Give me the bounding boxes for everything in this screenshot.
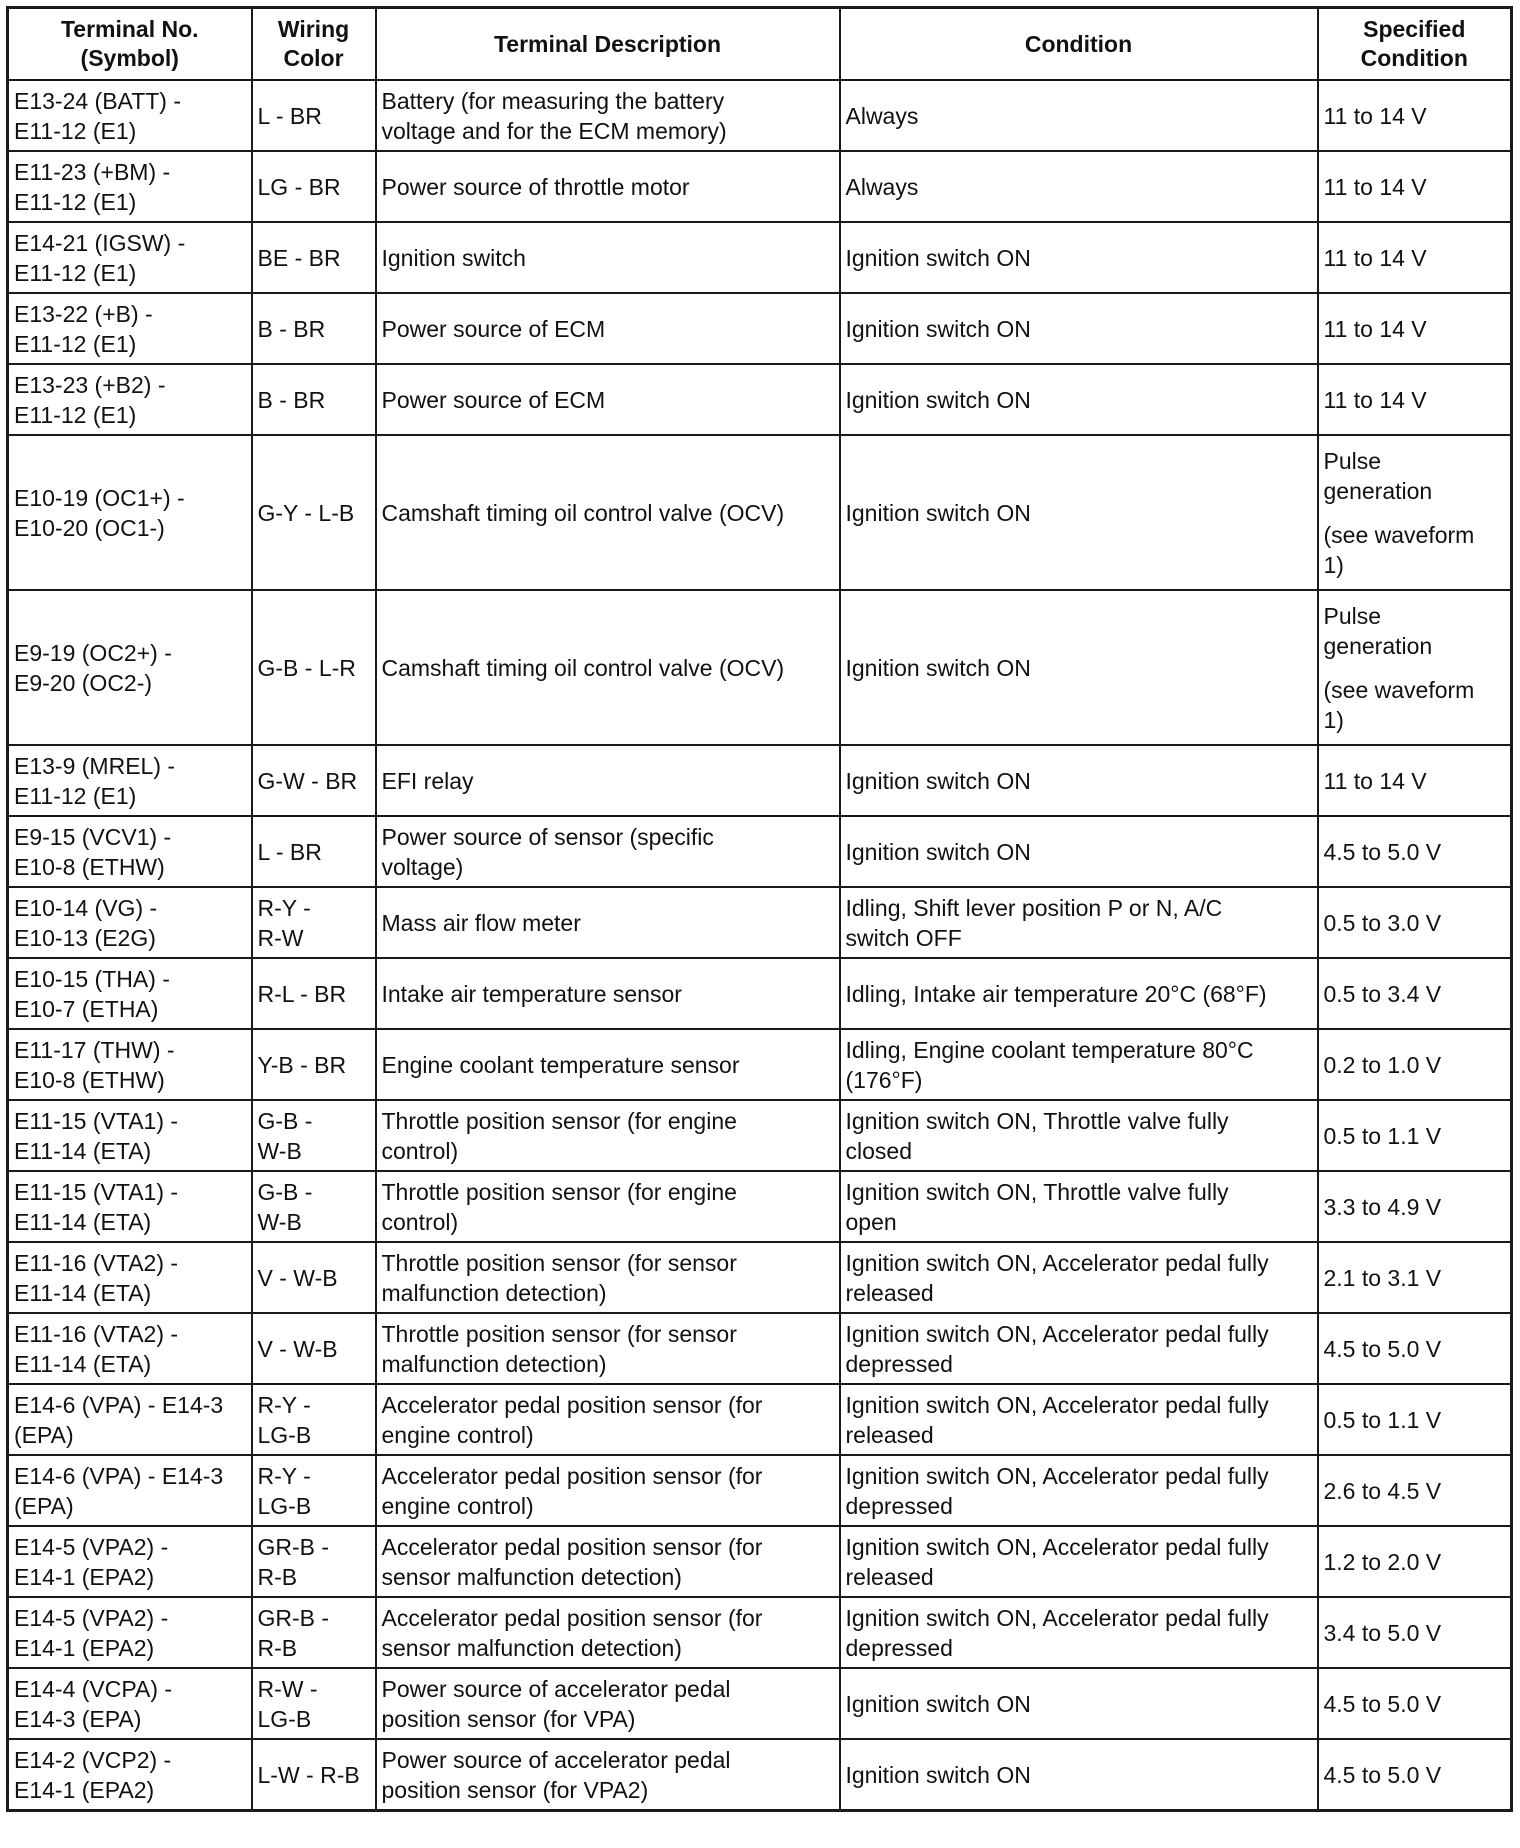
- description-cell: Camshaft timing oil control valve (OCV): [376, 435, 840, 590]
- wiring-color-cell: R-Y - R-W: [252, 887, 376, 958]
- terminal-cell: E11-23 (+BM) - E11-12 (E1): [8, 151, 252, 222]
- condition-cell: Idling, Engine coolant temperature 80°C (176°F): [840, 1029, 1318, 1100]
- specified-condition-text: 11 to 14 V: [1323, 386, 1427, 413]
- specified-condition-cell: [1318, 80, 1512, 151]
- terminal-cell: E10-14 (VG) - E10-13 (E2G): [8, 887, 252, 958]
- table-row: [8, 435, 1512, 590]
- specified-condition-text: 11 to 14 V: [1323, 102, 1427, 129]
- header-terminal-no: Terminal No. (Symbol): [8, 8, 252, 81]
- wiring-color-cell: V - W-B: [252, 1313, 376, 1384]
- description-cell: Throttle position sensor (for sensor malfunction detection): [376, 1313, 840, 1384]
- table-row: [8, 1455, 1512, 1526]
- specified-condition-text: 1.2 to 2.0 V: [1323, 1548, 1442, 1575]
- specified-condition-text: (see waveform 1): [1323, 676, 1475, 733]
- specified-condition-text: 4.5 to 5.0 V: [1323, 1761, 1442, 1788]
- specified-condition-text: 0.5 to 3.0 V: [1323, 909, 1442, 936]
- specified-condition-cell: [1318, 1313, 1512, 1384]
- wiring-color-cell: BE - BR: [252, 222, 376, 293]
- condition-cell: Ignition switch ON, Accelerator pedal fully depressed: [840, 1455, 1318, 1526]
- table-row: [8, 816, 1512, 887]
- description-cell: Accelerator pedal position sensor (for sensor malfunction detection): [376, 1526, 840, 1597]
- description-cell: Power source of throttle motor: [376, 151, 840, 222]
- description-cell: Power source of sensor (specific voltage): [376, 816, 840, 887]
- specified-condition-text: 11 to 14 V: [1323, 315, 1427, 342]
- terminal-cell: E11-15 (VTA1) - E11-14 (ETA): [8, 1171, 252, 1242]
- specified-condition-text: 0.5 to 1.1 V: [1323, 1406, 1442, 1433]
- specified-condition-cell: [1318, 364, 1512, 435]
- condition-cell: Ignition switch ON: [840, 816, 1318, 887]
- description-cell: Ignition switch: [376, 222, 840, 293]
- header-wiring-color: Wiring Color: [252, 8, 376, 81]
- specified-condition-cell: [1318, 222, 1512, 293]
- condition-cell: Idling, Shift lever position P or N, A/C switch OFF: [840, 887, 1318, 958]
- terminal-cell: E10-15 (THA) - E10-7 (ETHA): [8, 958, 252, 1029]
- table-body: [8, 80, 1512, 1811]
- specified-condition-text: 3.3 to 4.9 V: [1323, 1193, 1442, 1220]
- wiring-color-cell: R-Y - LG-B: [252, 1384, 376, 1455]
- table-row: [8, 1171, 1512, 1242]
- terminal-cell: E14-21 (IGSW) - E11-12 (E1): [8, 222, 252, 293]
- specified-condition-text: 3.4 to 5.0 V: [1323, 1619, 1442, 1646]
- table-row: [8, 1384, 1512, 1455]
- table-header-row: [8, 8, 1512, 81]
- specified-condition-text: Pulse generation: [1323, 602, 1433, 659]
- table-row: [8, 80, 1512, 151]
- terminal-cell: E11-16 (VTA2) - E11-14 (ETA): [8, 1313, 252, 1384]
- wiring-color-cell: B - BR: [252, 364, 376, 435]
- terminal-spec-table: [6, 6, 1513, 1812]
- specified-condition-text: 0.2 to 1.0 V: [1323, 1051, 1442, 1078]
- terminal-cell: E11-15 (VTA1) - E11-14 (ETA): [8, 1100, 252, 1171]
- wiring-color-cell: L-W - R-B: [252, 1739, 376, 1811]
- specified-condition-text: (see waveform 1): [1323, 521, 1475, 578]
- description-cell: Power source of accelerator pedal position sensor (for VPA2): [376, 1739, 840, 1811]
- specified-condition-cell: [1318, 590, 1512, 745]
- condition-cell: Ignition switch ON: [840, 1739, 1318, 1811]
- condition-cell: Ignition switch ON: [840, 1668, 1318, 1739]
- description-cell: EFI relay: [376, 745, 840, 816]
- condition-cell: Ignition switch ON: [840, 435, 1318, 590]
- terminal-cell: E14-4 (VCPA) - E14-3 (EPA): [8, 1668, 252, 1739]
- table-row: [8, 1739, 1512, 1811]
- description-cell: Accelerator pedal position sensor (for sensor malfunction detection): [376, 1597, 840, 1668]
- header-specified-condition: Specified Condition: [1318, 8, 1512, 81]
- table-row: [8, 887, 1512, 958]
- condition-cell: Ignition switch ON, Accelerator pedal fully released: [840, 1242, 1318, 1313]
- terminal-cell: E14-5 (VPA2) - E14-1 (EPA2): [8, 1597, 252, 1668]
- description-cell: Camshaft timing oil control valve (OCV): [376, 590, 840, 745]
- wiring-color-cell: L - BR: [252, 80, 376, 151]
- terminal-cell: E13-22 (+B) - E11-12 (E1): [8, 293, 252, 364]
- terminal-cell: E13-24 (BATT) - E11-12 (E1): [8, 80, 252, 151]
- wiring-color-cell: L - BR: [252, 816, 376, 887]
- specified-condition-cell: [1318, 1455, 1512, 1526]
- terminal-cell: E10-19 (OC1+) - E10-20 (OC1-): [8, 435, 252, 590]
- condition-cell: Ignition switch ON, Accelerator pedal fully released: [840, 1526, 1318, 1597]
- specified-condition-text: 11 to 14 V: [1323, 767, 1427, 794]
- specified-condition-text: Pulse generation: [1323, 447, 1433, 504]
- terminal-cell: E14-6 (VPA) - E14-3 (EPA): [8, 1384, 252, 1455]
- description-cell: Mass air flow meter: [376, 887, 840, 958]
- table-row: [8, 1029, 1512, 1100]
- condition-cell: Ignition switch ON: [840, 590, 1318, 745]
- specified-condition-cell: [1318, 1242, 1512, 1313]
- terminal-cell: E13-9 (MREL) - E11-12 (E1): [8, 745, 252, 816]
- condition-cell: Ignition switch ON: [840, 293, 1318, 364]
- specified-condition-text: 4.5 to 5.0 V: [1323, 1335, 1442, 1362]
- description-cell: Battery (for measuring the battery voltage and for the ECM memory): [376, 80, 840, 151]
- specified-condition-cell: [1318, 1171, 1512, 1242]
- specified-condition-cell: [1318, 1739, 1512, 1811]
- wiring-color-cell: G-B - W-B: [252, 1100, 376, 1171]
- wiring-color-cell: G-B - L-R: [252, 590, 376, 745]
- specified-condition-text: 2.1 to 3.1 V: [1323, 1264, 1442, 1291]
- terminal-cell: E13-23 (+B2) - E11-12 (E1): [8, 364, 252, 435]
- condition-cell: Ignition switch ON: [840, 745, 1318, 816]
- table-row: [8, 151, 1512, 222]
- wiring-color-cell: V - W-B: [252, 1242, 376, 1313]
- specified-condition-text: 4.5 to 5.0 V: [1323, 1690, 1442, 1717]
- specified-condition-text: 11 to 14 V: [1323, 173, 1427, 200]
- table-row: [8, 590, 1512, 745]
- description-cell: Power source of accelerator pedal position sensor (for VPA): [376, 1668, 840, 1739]
- description-cell: Engine coolant temperature sensor: [376, 1029, 840, 1100]
- wiring-color-cell: G-B - W-B: [252, 1171, 376, 1242]
- terminal-spec-document: [6, 6, 1510, 1812]
- specified-condition-text: 11 to 14 V: [1323, 244, 1427, 271]
- table-row: [8, 364, 1512, 435]
- wiring-color-cell: R-Y - LG-B: [252, 1455, 376, 1526]
- specified-condition-cell: [1318, 1384, 1512, 1455]
- table-row: [8, 1242, 1512, 1313]
- wiring-color-cell: LG - BR: [252, 151, 376, 222]
- description-cell: Accelerator pedal position sensor (for engine control): [376, 1384, 840, 1455]
- specified-condition-cell: [1318, 293, 1512, 364]
- table-row: [8, 293, 1512, 364]
- terminal-cell: E14-5 (VPA2) - E14-1 (EPA2): [8, 1526, 252, 1597]
- specified-condition-cell: [1318, 887, 1512, 958]
- wiring-color-cell: B - BR: [252, 293, 376, 364]
- table-row: [8, 1100, 1512, 1171]
- description-cell: Power source of ECM: [376, 364, 840, 435]
- condition-cell: Idling, Intake air temperature 20°C (68°F): [840, 958, 1318, 1029]
- specified-condition-cell: [1318, 816, 1512, 887]
- wiring-color-cell: GR-B - R-B: [252, 1526, 376, 1597]
- condition-cell: Ignition switch ON, Accelerator pedal fully depressed: [840, 1313, 1318, 1384]
- terminal-cell: E11-17 (THW) - E10-8 (ETHW): [8, 1029, 252, 1100]
- wiring-color-cell: GR-B - R-B: [252, 1597, 376, 1668]
- specified-condition-cell: [1318, 958, 1512, 1029]
- condition-cell: Ignition switch ON, Accelerator pedal fully depressed: [840, 1597, 1318, 1668]
- specified-condition-cell: [1318, 1668, 1512, 1739]
- terminal-cell: E9-19 (OC2+) - E9-20 (OC2-): [8, 590, 252, 745]
- condition-cell: Ignition switch ON: [840, 222, 1318, 293]
- wiring-color-cell: Y-B - BR: [252, 1029, 376, 1100]
- specified-condition-cell: [1318, 435, 1512, 590]
- description-cell: Accelerator pedal position sensor (for engine control): [376, 1455, 840, 1526]
- terminal-cell: E14-2 (VCP2) - E14-1 (EPA2): [8, 1739, 252, 1811]
- header-condition: Condition: [840, 8, 1318, 81]
- condition-cell: Ignition switch ON, Throttle valve fully open: [840, 1171, 1318, 1242]
- condition-cell: Always: [840, 151, 1318, 222]
- specified-condition-cell: [1318, 1597, 1512, 1668]
- description-cell: Throttle position sensor (for sensor malfunction detection): [376, 1242, 840, 1313]
- condition-cell: Ignition switch ON: [840, 364, 1318, 435]
- specified-condition-text: 4.5 to 5.0 V: [1323, 838, 1442, 865]
- table-row: [8, 1668, 1512, 1739]
- description-cell: Throttle position sensor (for engine control): [376, 1100, 840, 1171]
- table-row: [8, 1526, 1512, 1597]
- header-terminal-description: Terminal Description: [376, 8, 840, 81]
- wiring-color-cell: R-L - BR: [252, 958, 376, 1029]
- condition-cell: Always: [840, 80, 1318, 151]
- description-cell: Power source of ECM: [376, 293, 840, 364]
- specified-condition-cell: [1318, 1100, 1512, 1171]
- specified-condition-cell: [1318, 1526, 1512, 1597]
- description-cell: Intake air temperature sensor: [376, 958, 840, 1029]
- terminal-cell: E14-6 (VPA) - E14-3 (EPA): [8, 1455, 252, 1526]
- terminal-cell: E11-16 (VTA2) - E11-14 (ETA): [8, 1242, 252, 1313]
- wiring-color-cell: G-Y - L-B: [252, 435, 376, 590]
- specified-condition-text: 2.6 to 4.5 V: [1323, 1477, 1442, 1504]
- table-row: [8, 745, 1512, 816]
- specified-condition-text: 0.5 to 3.4 V: [1323, 980, 1442, 1007]
- description-cell: Throttle position sensor (for engine control): [376, 1171, 840, 1242]
- specified-condition-cell: [1318, 745, 1512, 816]
- wiring-color-cell: R-W - LG-B: [252, 1668, 376, 1739]
- specified-condition-cell: [1318, 151, 1512, 222]
- table-row: [8, 1597, 1512, 1668]
- specified-condition-text: 0.5 to 1.1 V: [1323, 1122, 1442, 1149]
- specified-condition-cell: [1318, 1029, 1512, 1100]
- condition-cell: Ignition switch ON, Accelerator pedal fully released: [840, 1384, 1318, 1455]
- table-row: [8, 222, 1512, 293]
- wiring-color-cell: G-W - BR: [252, 745, 376, 816]
- condition-cell: Ignition switch ON, Throttle valve fully closed: [840, 1100, 1318, 1171]
- table-row: [8, 1313, 1512, 1384]
- terminal-cell: E9-15 (VCV1) - E10-8 (ETHW): [8, 816, 252, 887]
- table-row: [8, 958, 1512, 1029]
